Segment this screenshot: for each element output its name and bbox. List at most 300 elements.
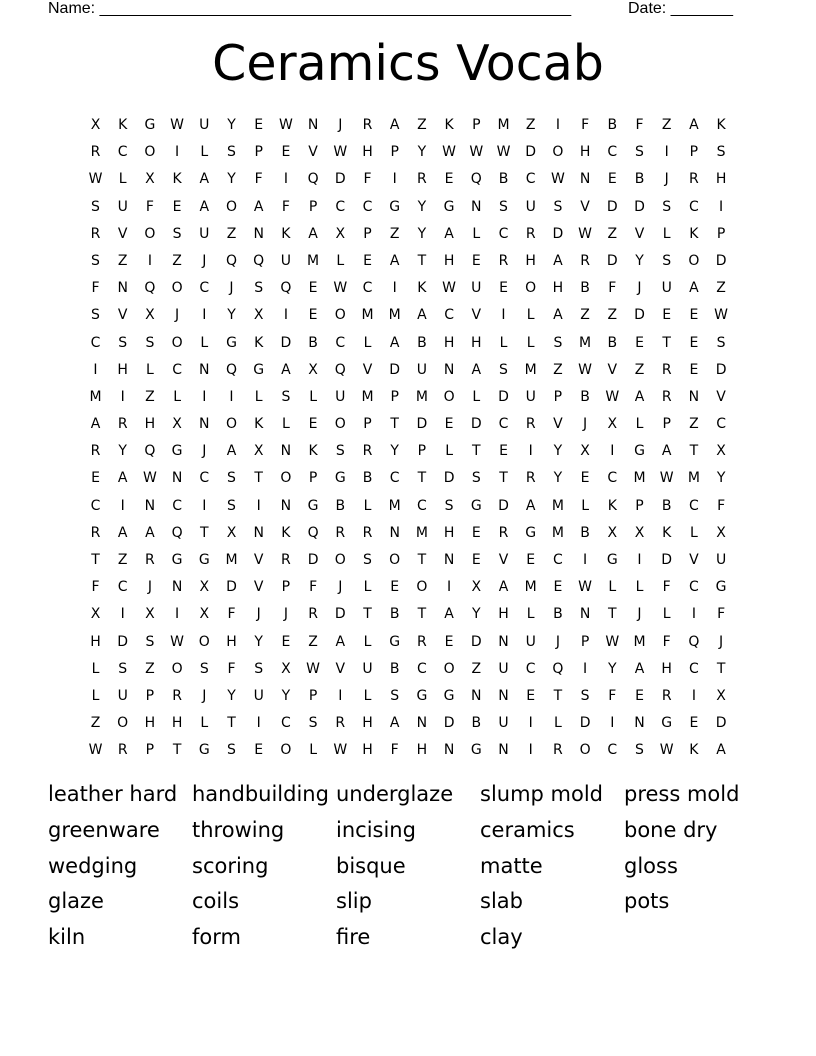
- word-row: [48, 921, 768, 957]
- grid-letter: W: [170, 117, 185, 133]
- grid-letter: M: [579, 334, 592, 351]
- grid-row: [82, 411, 736, 438]
- grid-letter: W: [170, 633, 185, 650]
- grid-letter: O: [334, 307, 346, 324]
- grid-letter: G: [443, 198, 455, 215]
- grid-letter: I: [392, 280, 397, 297]
- grid-letter: S: [145, 334, 155, 351]
- grid-letter: Z: [90, 715, 101, 732]
- grid-letter: S: [172, 225, 182, 242]
- word-list-item: throwing: [192, 817, 285, 842]
- grid-letter: Y: [227, 117, 236, 133]
- grid-letter: F: [717, 497, 726, 514]
- grid-row: [82, 520, 736, 547]
- grid-letter: O: [171, 334, 183, 351]
- grid-letter: I: [202, 388, 207, 405]
- grid-letter: A: [689, 280, 699, 297]
- grid-letter: F: [91, 579, 100, 596]
- grid-letter: R: [525, 416, 536, 433]
- grid-letter: W: [578, 579, 593, 596]
- grid-letter: Z: [226, 225, 237, 242]
- grid-letter: X: [90, 117, 101, 133]
- grid-letter: K: [281, 524, 291, 541]
- grid-letter: I: [664, 144, 669, 161]
- grid-letter: R: [553, 742, 563, 759]
- grid-letter: S: [254, 660, 264, 677]
- grid-letter: B: [580, 524, 590, 541]
- word-list-item: fire: [336, 925, 371, 950]
- grid-letter: O: [525, 280, 537, 297]
- grid-letter: W: [578, 361, 593, 378]
- grid-letter: V: [253, 579, 264, 596]
- grid-row: [82, 248, 736, 275]
- grid-letter: M: [388, 497, 401, 514]
- grid-letter: M: [415, 524, 428, 541]
- grid-letter: Q: [470, 171, 482, 188]
- grid-letter: V: [335, 660, 346, 677]
- grid-letter: G: [171, 443, 183, 460]
- grid-row: [82, 275, 736, 302]
- grid-letter: G: [389, 198, 401, 215]
- grid-letter: P: [580, 633, 590, 650]
- grid-letter: E: [444, 416, 454, 433]
- grid-letter: A: [226, 443, 237, 460]
- grid-letter: A: [471, 361, 482, 378]
- grid-letter: P: [281, 579, 291, 596]
- grid-letter: C: [417, 497, 427, 514]
- grid-letter: A: [199, 171, 210, 188]
- grid-letter: T: [254, 470, 263, 487]
- grid-letter: N: [688, 388, 700, 405]
- grid-letter: R: [172, 687, 182, 704]
- word-list-item: press mold: [624, 782, 740, 806]
- grid-letter: X: [253, 443, 264, 460]
- grid-letter: I: [583, 660, 588, 677]
- grid-letter: G: [198, 742, 210, 759]
- grid-letter: D: [606, 198, 618, 215]
- word-list: [48, 778, 768, 957]
- grid-letter: V: [634, 225, 645, 242]
- grid-letter: N: [171, 470, 183, 487]
- grid-letter: H: [525, 252, 536, 269]
- grid-letter: C: [335, 334, 346, 351]
- grid-letter: A: [661, 443, 672, 460]
- grid-letter: I: [147, 252, 152, 269]
- grid-letter: R: [689, 171, 699, 188]
- grid-letter: R: [661, 388, 672, 405]
- grid-letter: W: [306, 660, 321, 677]
- grid-letter: N: [443, 361, 455, 378]
- grid-letter: J: [637, 606, 642, 623]
- grid-letter: G: [307, 497, 319, 514]
- grid-letter: E: [635, 334, 644, 351]
- grid-letter: L: [472, 225, 481, 242]
- grid-letter: K: [689, 742, 699, 759]
- grid-letter: K: [254, 416, 264, 433]
- grid-letter: U: [498, 660, 509, 677]
- grid-letter: A: [389, 117, 400, 133]
- word-list-item: wedging: [48, 853, 138, 878]
- grid-letter: M: [388, 307, 401, 324]
- grid-letter: S: [580, 687, 590, 704]
- grid-letter: S: [662, 198, 672, 215]
- grid-letter: D: [334, 171, 346, 188]
- grid-letter: R: [90, 443, 101, 460]
- grid-letter: E: [553, 579, 563, 596]
- grid-letter: F: [254, 171, 263, 188]
- grid-letter: Q: [307, 524, 319, 541]
- grid-letter: G: [334, 470, 346, 487]
- grid-letter: M: [307, 252, 320, 269]
- grid-letter: L: [689, 524, 698, 541]
- grid-letter: C: [444, 307, 454, 324]
- letter-grid: [82, 112, 736, 765]
- grid-letter: E: [471, 252, 481, 269]
- grid-letter: T: [417, 552, 427, 568]
- word-list-item: gloss: [624, 853, 678, 878]
- grid-letter: A: [553, 307, 563, 324]
- grid-letter: I: [447, 579, 452, 596]
- grid-letter: D: [498, 388, 509, 405]
- grid-letter: N: [199, 416, 210, 433]
- grid-letter: E: [254, 742, 264, 759]
- grid-letter: U: [661, 280, 672, 297]
- word-list-item: slip: [336, 889, 372, 914]
- grid-letter: H: [144, 416, 156, 433]
- grid-letter: A: [335, 633, 346, 650]
- grid-letter: D: [715, 361, 727, 378]
- grid-letter: S: [553, 334, 563, 351]
- grid-letter: I: [528, 715, 533, 732]
- grid-letter: U: [199, 225, 210, 242]
- grid-letter: U: [199, 117, 210, 133]
- grid-letter: T: [417, 470, 427, 487]
- grid-letter: A: [117, 524, 128, 541]
- grid-letter: R: [417, 633, 427, 650]
- grid-letter: A: [498, 579, 509, 596]
- grid-letter: P: [390, 388, 399, 405]
- grid-letter: F: [281, 198, 290, 215]
- grid-letter: M: [687, 470, 700, 487]
- grid-row: [82, 221, 736, 248]
- grid-letter: T: [363, 606, 372, 623]
- grid-letter: W: [605, 388, 620, 405]
- grid-letter: E: [281, 144, 291, 161]
- grid-letter: A: [389, 252, 400, 269]
- grid-letter: G: [443, 687, 455, 704]
- grid-row: [82, 683, 736, 710]
- grid-letter: U: [525, 633, 536, 650]
- grid-letter: V: [308, 144, 318, 161]
- grid-row: [82, 357, 736, 384]
- grid-letter: P: [716, 225, 726, 242]
- grid-letter: T: [172, 742, 182, 759]
- grid-letter: V: [716, 388, 726, 405]
- grid-letter: R: [90, 524, 101, 541]
- grid-letter: L: [200, 715, 209, 732]
- grid-letter: U: [253, 687, 264, 704]
- date-field-label: Date: _______: [628, 0, 733, 17]
- grid-letter: E: [308, 416, 318, 433]
- grid-letter: T: [553, 687, 563, 704]
- grid-letter: V: [689, 552, 699, 568]
- grid-letter: X: [634, 524, 645, 541]
- grid-letter: L: [118, 171, 127, 188]
- grid-letter: B: [553, 606, 563, 623]
- grid-letter: P: [254, 144, 263, 161]
- grid-letter: Z: [661, 117, 672, 133]
- grid-letter: J: [338, 117, 343, 133]
- grid-letter: Z: [172, 252, 182, 269]
- word-list-item: incising: [336, 817, 416, 842]
- grid-letter: G: [226, 334, 237, 351]
- grid-letter: E: [689, 715, 699, 732]
- grid-letter: P: [689, 144, 699, 161]
- grid-letter: I: [338, 687, 343, 704]
- grid-letter: Y: [608, 660, 617, 677]
- grid-letter: H: [443, 334, 455, 351]
- grid-letter: S: [118, 334, 128, 351]
- grid-row: [82, 710, 736, 737]
- grid-letter: A: [253, 198, 264, 215]
- grid-letter: E: [390, 579, 400, 596]
- grid-letter: I: [637, 552, 642, 568]
- grid-letter: U: [416, 361, 428, 378]
- grid-letter: O: [144, 225, 156, 242]
- grid-letter: R: [525, 470, 536, 487]
- grid-row: [82, 629, 736, 656]
- grid-letter: X: [172, 416, 182, 433]
- grid-letter: L: [581, 497, 589, 514]
- grid-letter: P: [308, 470, 318, 487]
- grid-letter: L: [309, 388, 317, 405]
- grid-letter: D: [634, 307, 645, 324]
- word-list-item: bisque: [336, 853, 406, 878]
- grid-letter: U: [280, 252, 292, 269]
- grid-letter: P: [308, 198, 318, 215]
- grid-row: [82, 166, 736, 193]
- grid-letter: S: [444, 497, 454, 514]
- grid-letter: D: [606, 252, 618, 269]
- grid-letter: D: [498, 497, 509, 514]
- grid-letter: R: [281, 552, 291, 568]
- grid-letter: C: [525, 171, 536, 188]
- grid-letter: J: [175, 307, 180, 324]
- grid-letter: Y: [118, 443, 127, 460]
- grid-letter: R: [335, 715, 346, 732]
- grid-letter: X: [471, 579, 482, 596]
- grid-letter: D: [443, 715, 455, 732]
- grid-letter: N: [144, 497, 156, 514]
- grid-letter: E: [444, 633, 454, 650]
- grid-letter: L: [145, 361, 154, 378]
- grid-letter: Y: [635, 252, 644, 269]
- grid-letter: H: [715, 171, 727, 188]
- grid-letter: I: [120, 388, 125, 405]
- word-list-item: underglaze: [336, 782, 454, 806]
- grid-letter: D: [443, 470, 455, 487]
- grid-letter: N: [171, 579, 183, 596]
- grid-letter: D: [634, 198, 645, 215]
- grid-letter: C: [417, 660, 427, 677]
- grid-letter: Q: [253, 252, 265, 269]
- grid-letter: L: [254, 388, 263, 405]
- grid-letter: I: [691, 687, 696, 704]
- grid-letter: R: [362, 117, 373, 133]
- grid-letter: L: [363, 497, 372, 514]
- grid-letter: W: [142, 470, 157, 487]
- grid-letter: U: [362, 660, 373, 677]
- grid-letter: W: [333, 144, 348, 161]
- grid-row: [82, 139, 736, 166]
- grid-letter: S: [662, 252, 672, 269]
- grid-letter: H: [552, 280, 564, 297]
- grid-letter: Y: [281, 687, 291, 704]
- grid-letter: Y: [227, 171, 236, 188]
- grid-letter: V: [498, 552, 509, 568]
- grid-letter: A: [308, 225, 318, 242]
- grid-letter: V: [471, 307, 482, 324]
- grid-letter: I: [719, 198, 724, 215]
- grid-letter: F: [390, 742, 399, 759]
- grid-letter: Z: [580, 307, 590, 324]
- grid-letter: S: [363, 552, 372, 568]
- grid-letter: X: [90, 606, 101, 623]
- grid-letter: E: [308, 307, 318, 324]
- grid-letter: S: [227, 742, 236, 759]
- grid-letter: D: [470, 633, 482, 650]
- grid-letter: R: [417, 171, 427, 188]
- word-list-item: bone dry: [624, 817, 718, 842]
- grid-letter: B: [580, 388, 590, 405]
- page-title: Ceramics Vocab: [212, 35, 604, 92]
- grid-letter: Z: [689, 416, 699, 433]
- grid-letter: M: [633, 470, 646, 487]
- grid-letter: K: [308, 443, 318, 460]
- grid-letter: L: [363, 687, 372, 704]
- grid-letter: V: [253, 552, 264, 568]
- grid-letter: T: [417, 252, 427, 269]
- grid-letter: C: [689, 497, 699, 514]
- grid-letter: H: [443, 524, 455, 541]
- grid-letter: R: [90, 225, 101, 242]
- grid-letter: S: [145, 633, 155, 650]
- grid-letter: U: [117, 687, 128, 704]
- grid-letter: L: [526, 334, 535, 351]
- grid-letter: I: [229, 388, 234, 405]
- grid-row: [82, 438, 736, 465]
- grid-letter: Z: [145, 388, 155, 405]
- word-list-item: leather hard: [48, 782, 178, 806]
- grid-letter: P: [417, 443, 427, 460]
- grid-letter: H: [471, 334, 482, 351]
- grid-letter: J: [202, 252, 207, 269]
- grid-letter: W: [496, 144, 511, 161]
- grid-letter: S: [471, 470, 481, 487]
- grid-letter: O: [225, 198, 238, 215]
- grid-letter: T: [689, 443, 699, 460]
- grid-letter: N: [471, 687, 482, 704]
- grid-letter: D: [579, 715, 591, 732]
- grid-letter: D: [280, 334, 292, 351]
- grid-letter: R: [308, 606, 318, 623]
- grid-letter: B: [498, 171, 509, 188]
- grid-letter: Y: [417, 225, 427, 242]
- grid-letter: X: [716, 687, 726, 704]
- grid-letter: Y: [417, 144, 427, 161]
- grid-letter: F: [608, 280, 617, 297]
- grid-letter: W: [659, 470, 674, 487]
- grid-letter: Y: [553, 470, 563, 487]
- grid-letter: F: [309, 579, 318, 596]
- word-row: [48, 778, 768, 814]
- grid-letter: N: [498, 633, 509, 650]
- grid-letter: G: [253, 361, 265, 378]
- grid-letter: S: [227, 470, 236, 487]
- grid-letter: W: [714, 307, 729, 324]
- grid-letter: E: [689, 307, 699, 324]
- grid-letter: E: [444, 171, 454, 188]
- grid-letter: X: [716, 443, 726, 460]
- grid-row: [82, 574, 736, 601]
- grid-letter: S: [635, 144, 644, 161]
- grid-letter: J: [719, 633, 724, 650]
- grid-letter: Z: [417, 117, 427, 133]
- grid-letter: O: [334, 416, 346, 433]
- grid-letter: I: [120, 497, 125, 514]
- grid-letter: A: [716, 742, 726, 759]
- grid-letter: Z: [607, 225, 618, 242]
- grid-letter: C: [498, 416, 509, 433]
- grid-letter: W: [88, 171, 103, 188]
- grid-letter: C: [607, 742, 618, 759]
- grid-letter: K: [662, 524, 672, 541]
- grid-letter: J: [637, 280, 642, 297]
- grid-letter: H: [226, 633, 237, 650]
- grid-row: [82, 384, 736, 411]
- grid-letter: K: [172, 171, 182, 188]
- grid-letter: J: [555, 633, 560, 650]
- grid-letter: S: [716, 334, 726, 351]
- grid-letter: V: [607, 361, 618, 378]
- grid-letter: C: [172, 361, 182, 378]
- grid-letter: A: [90, 416, 101, 433]
- grid-letter: A: [444, 606, 454, 623]
- grid-letter: E: [172, 198, 182, 215]
- grid-letter: L: [608, 579, 617, 596]
- grid-letter: M: [361, 307, 374, 324]
- grid-letter: S: [227, 144, 236, 161]
- word-list-item: pots: [624, 889, 670, 914]
- grid-letter: W: [550, 171, 565, 188]
- grid-letter: H: [416, 742, 428, 759]
- word-list-item: clay: [480, 925, 523, 950]
- grid-letter: I: [283, 171, 288, 188]
- grid-letter: L: [635, 416, 644, 433]
- grid-letter: G: [198, 552, 210, 568]
- grid-letter: B: [389, 660, 400, 677]
- grid-letter: L: [526, 307, 535, 324]
- grid-row: [82, 194, 736, 221]
- grid-letter: T: [417, 606, 427, 623]
- grid-letter: S: [118, 660, 128, 677]
- grid-letter: L: [363, 334, 372, 351]
- grid-letter: L: [281, 416, 290, 433]
- grid-letter: A: [634, 388, 645, 405]
- grid-letter: D: [715, 715, 727, 732]
- grid-letter: L: [309, 742, 317, 759]
- grid-letter: J: [338, 579, 343, 596]
